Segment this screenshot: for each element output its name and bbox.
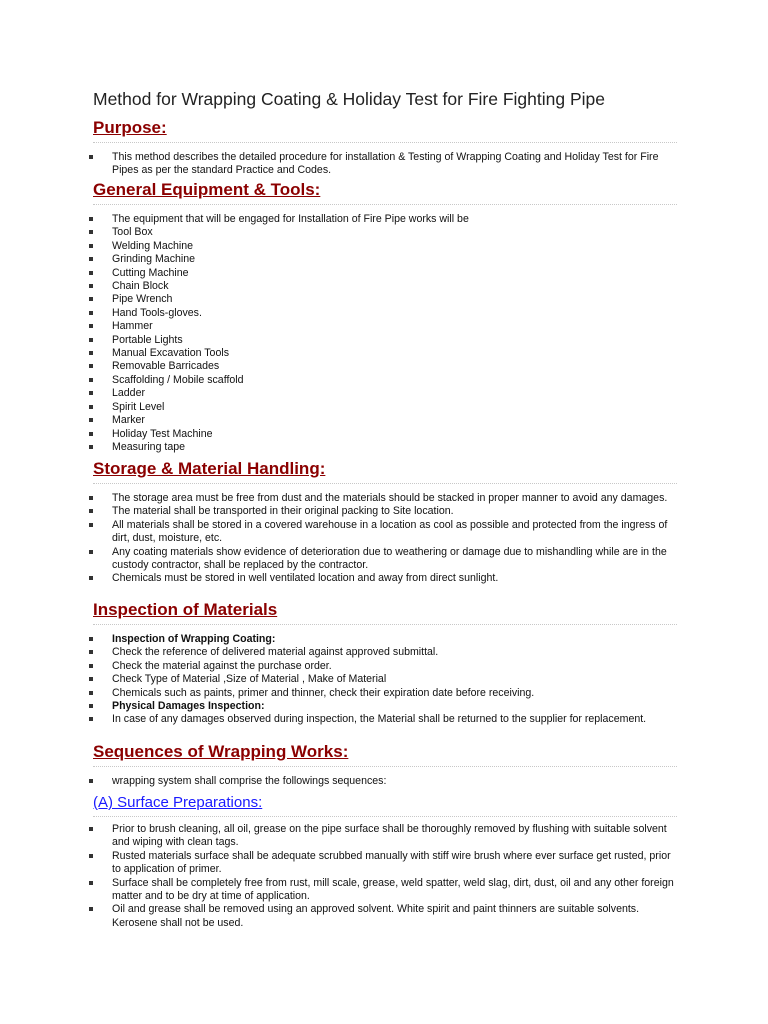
equipment-heading: General Equipment & Tools:	[93, 180, 321, 199]
bullet-icon	[89, 364, 93, 368]
list-item: Oil and grease shall be removed using an approved solvent. White spirit and paint thinners are suitable solvents. Kerosene shall not be used.	[93, 903, 677, 930]
surface-heading: (A) Surface Preparations:	[93, 794, 263, 811]
bullet-icon	[89, 637, 93, 641]
bullet-icon	[89, 496, 93, 500]
list-item: The equipment that will be engaged for Installation of Fire Pipe works will be	[93, 213, 677, 226]
list-item: This method describes the detailed procedure for installation & Testing of Wrapping Coating and Holiday Test for Fire Pipes as per the standard Practice and Codes.	[93, 151, 677, 178]
bullet-icon	[89, 297, 93, 301]
bullet-icon	[89, 650, 93, 654]
list-item: Chemicals such as paints, primer and thinner, check their expiration date before receiving.	[93, 687, 677, 700]
storage-section	[93, 457, 677, 586]
storage-heading: Storage & Material Handling:	[93, 459, 326, 478]
equipment-list	[93, 213, 677, 454]
bullet-icon	[89, 827, 93, 831]
bullet-icon	[89, 284, 93, 288]
section-divider	[93, 204, 677, 205]
list-item: Portable Lights	[93, 334, 677, 347]
section-divider	[93, 483, 677, 484]
list-item: Check the reference of delivered material against approved submittal.	[93, 646, 677, 659]
bullet-icon	[89, 907, 93, 911]
bullet-icon	[89, 664, 93, 668]
bullet-icon	[89, 311, 93, 315]
bullet-icon	[89, 271, 93, 275]
list-item: Chemicals must be stored in well ventilated location and away from direct sunlight.	[93, 572, 677, 585]
list-item: Cutting Machine	[93, 267, 677, 280]
list-item: Chain Block	[93, 280, 677, 293]
bullet-icon	[89, 717, 93, 721]
bullet-icon	[89, 779, 93, 783]
bullet-icon	[89, 244, 93, 248]
surface-section	[93, 792, 677, 930]
bullet-icon	[89, 576, 93, 580]
bullet-icon	[89, 418, 93, 422]
list-item: Removable Barricades	[93, 360, 677, 373]
list-item: Any coating materials show evidence of deterioration due to weathering or damage due to mishandling while are in the custody contractor, shall be replaced by the contractor.	[93, 546, 677, 573]
list-item: In case of any damages observed during inspection, the Material shall be returned to the supplier for replacement.	[93, 713, 677, 726]
bullet-icon	[89, 432, 93, 436]
list-item: Grinding Machine	[93, 253, 677, 266]
list-item: Check the material against the purchase order.	[93, 660, 677, 673]
sequences-section	[93, 740, 677, 788]
surface-list	[93, 823, 677, 930]
bullet-icon	[89, 550, 93, 554]
section-divider	[93, 816, 677, 817]
bullet-icon	[89, 230, 93, 234]
bullet-icon	[89, 523, 93, 527]
list-item: Rusted materials surface shall be adequate scrubbed manually with stiff wire brush where ever surface get rusted, prior to application of primer.	[93, 850, 677, 877]
list-item: All materials shall be stored in a covered warehouse in a location as cool as possible and protected from the ingress of dirt, dust, moisture, etc.	[93, 519, 677, 546]
list-item: Measuring tape	[93, 441, 677, 454]
section-divider	[93, 624, 677, 625]
bullet-icon	[89, 854, 93, 858]
bullet-icon	[89, 405, 93, 409]
bullet-icon	[89, 691, 93, 695]
sequences-list	[93, 775, 677, 788]
list-item: Tool Box	[93, 226, 677, 239]
bullet-icon	[89, 378, 93, 382]
storage-list	[93, 492, 677, 586]
list-item: Marker	[93, 414, 677, 427]
bullet-icon	[89, 704, 93, 708]
bullet-icon	[89, 391, 93, 395]
inspection-section	[93, 598, 677, 727]
list-item: Spirit Level	[93, 401, 677, 414]
bullet-icon	[89, 155, 93, 159]
equipment-section	[93, 178, 677, 454]
bullet-icon	[89, 217, 93, 221]
list-item: Hammer	[93, 320, 677, 333]
list-item: Hand Tools-gloves.	[93, 307, 677, 320]
list-item: Inspection of Wrapping Coating:	[93, 633, 677, 646]
bullet-icon	[89, 338, 93, 342]
inspection-list	[93, 633, 677, 727]
list-item: Physical Damages Inspection:	[93, 700, 677, 713]
section-divider	[93, 766, 677, 767]
list-item: Welding Machine	[93, 240, 677, 253]
section-divider	[93, 142, 677, 143]
bullet-icon	[89, 509, 93, 513]
list-item: Check Type of Material ,Size of Material , Make of Material	[93, 673, 677, 686]
bullet-icon	[89, 445, 93, 449]
list-item: The material shall be transported in their original packing to Site location.	[93, 505, 677, 518]
list-item: Ladder	[93, 387, 677, 400]
list-item: Prior to brush cleaning, all oil, grease on the pipe surface shall be thoroughly removed by flushing with suitable solvent and wiping with clean tags.	[93, 823, 677, 850]
purpose-list	[93, 151, 677, 178]
document-title: Method for Wrapping Coating & Holiday Test for Fire Fighting Pipe	[93, 89, 605, 109]
list-item: Pipe Wrench	[93, 293, 677, 306]
inspection-heading: Inspection of Materials	[93, 600, 278, 619]
bullet-icon	[89, 677, 93, 681]
purpose-heading: Purpose:	[93, 118, 167, 137]
sequences-heading: Sequences of Wrapping Works:	[93, 742, 349, 761]
purpose-section	[93, 116, 677, 178]
bullet-icon	[89, 351, 93, 355]
bullet-icon	[89, 881, 93, 885]
list-item: Scaffolding / Mobile scaffold	[93, 374, 677, 387]
list-item: Holiday Test Machine	[93, 428, 677, 441]
list-item: Surface shall be completely free from rust, mill scale, grease, weld spatter, weld slag, dirt, dust, oil and any other foreign matter and to be dry at time of application.	[93, 877, 677, 904]
list-item: Manual Excavation Tools	[93, 347, 677, 360]
list-item: wrapping system shall comprise the followings sequences:	[93, 775, 677, 788]
list-item: The storage area must be free from dust and the materials should be stacked in proper manner to avoid any damages.	[93, 492, 677, 505]
bullet-icon	[89, 257, 93, 261]
bullet-icon	[89, 324, 93, 328]
